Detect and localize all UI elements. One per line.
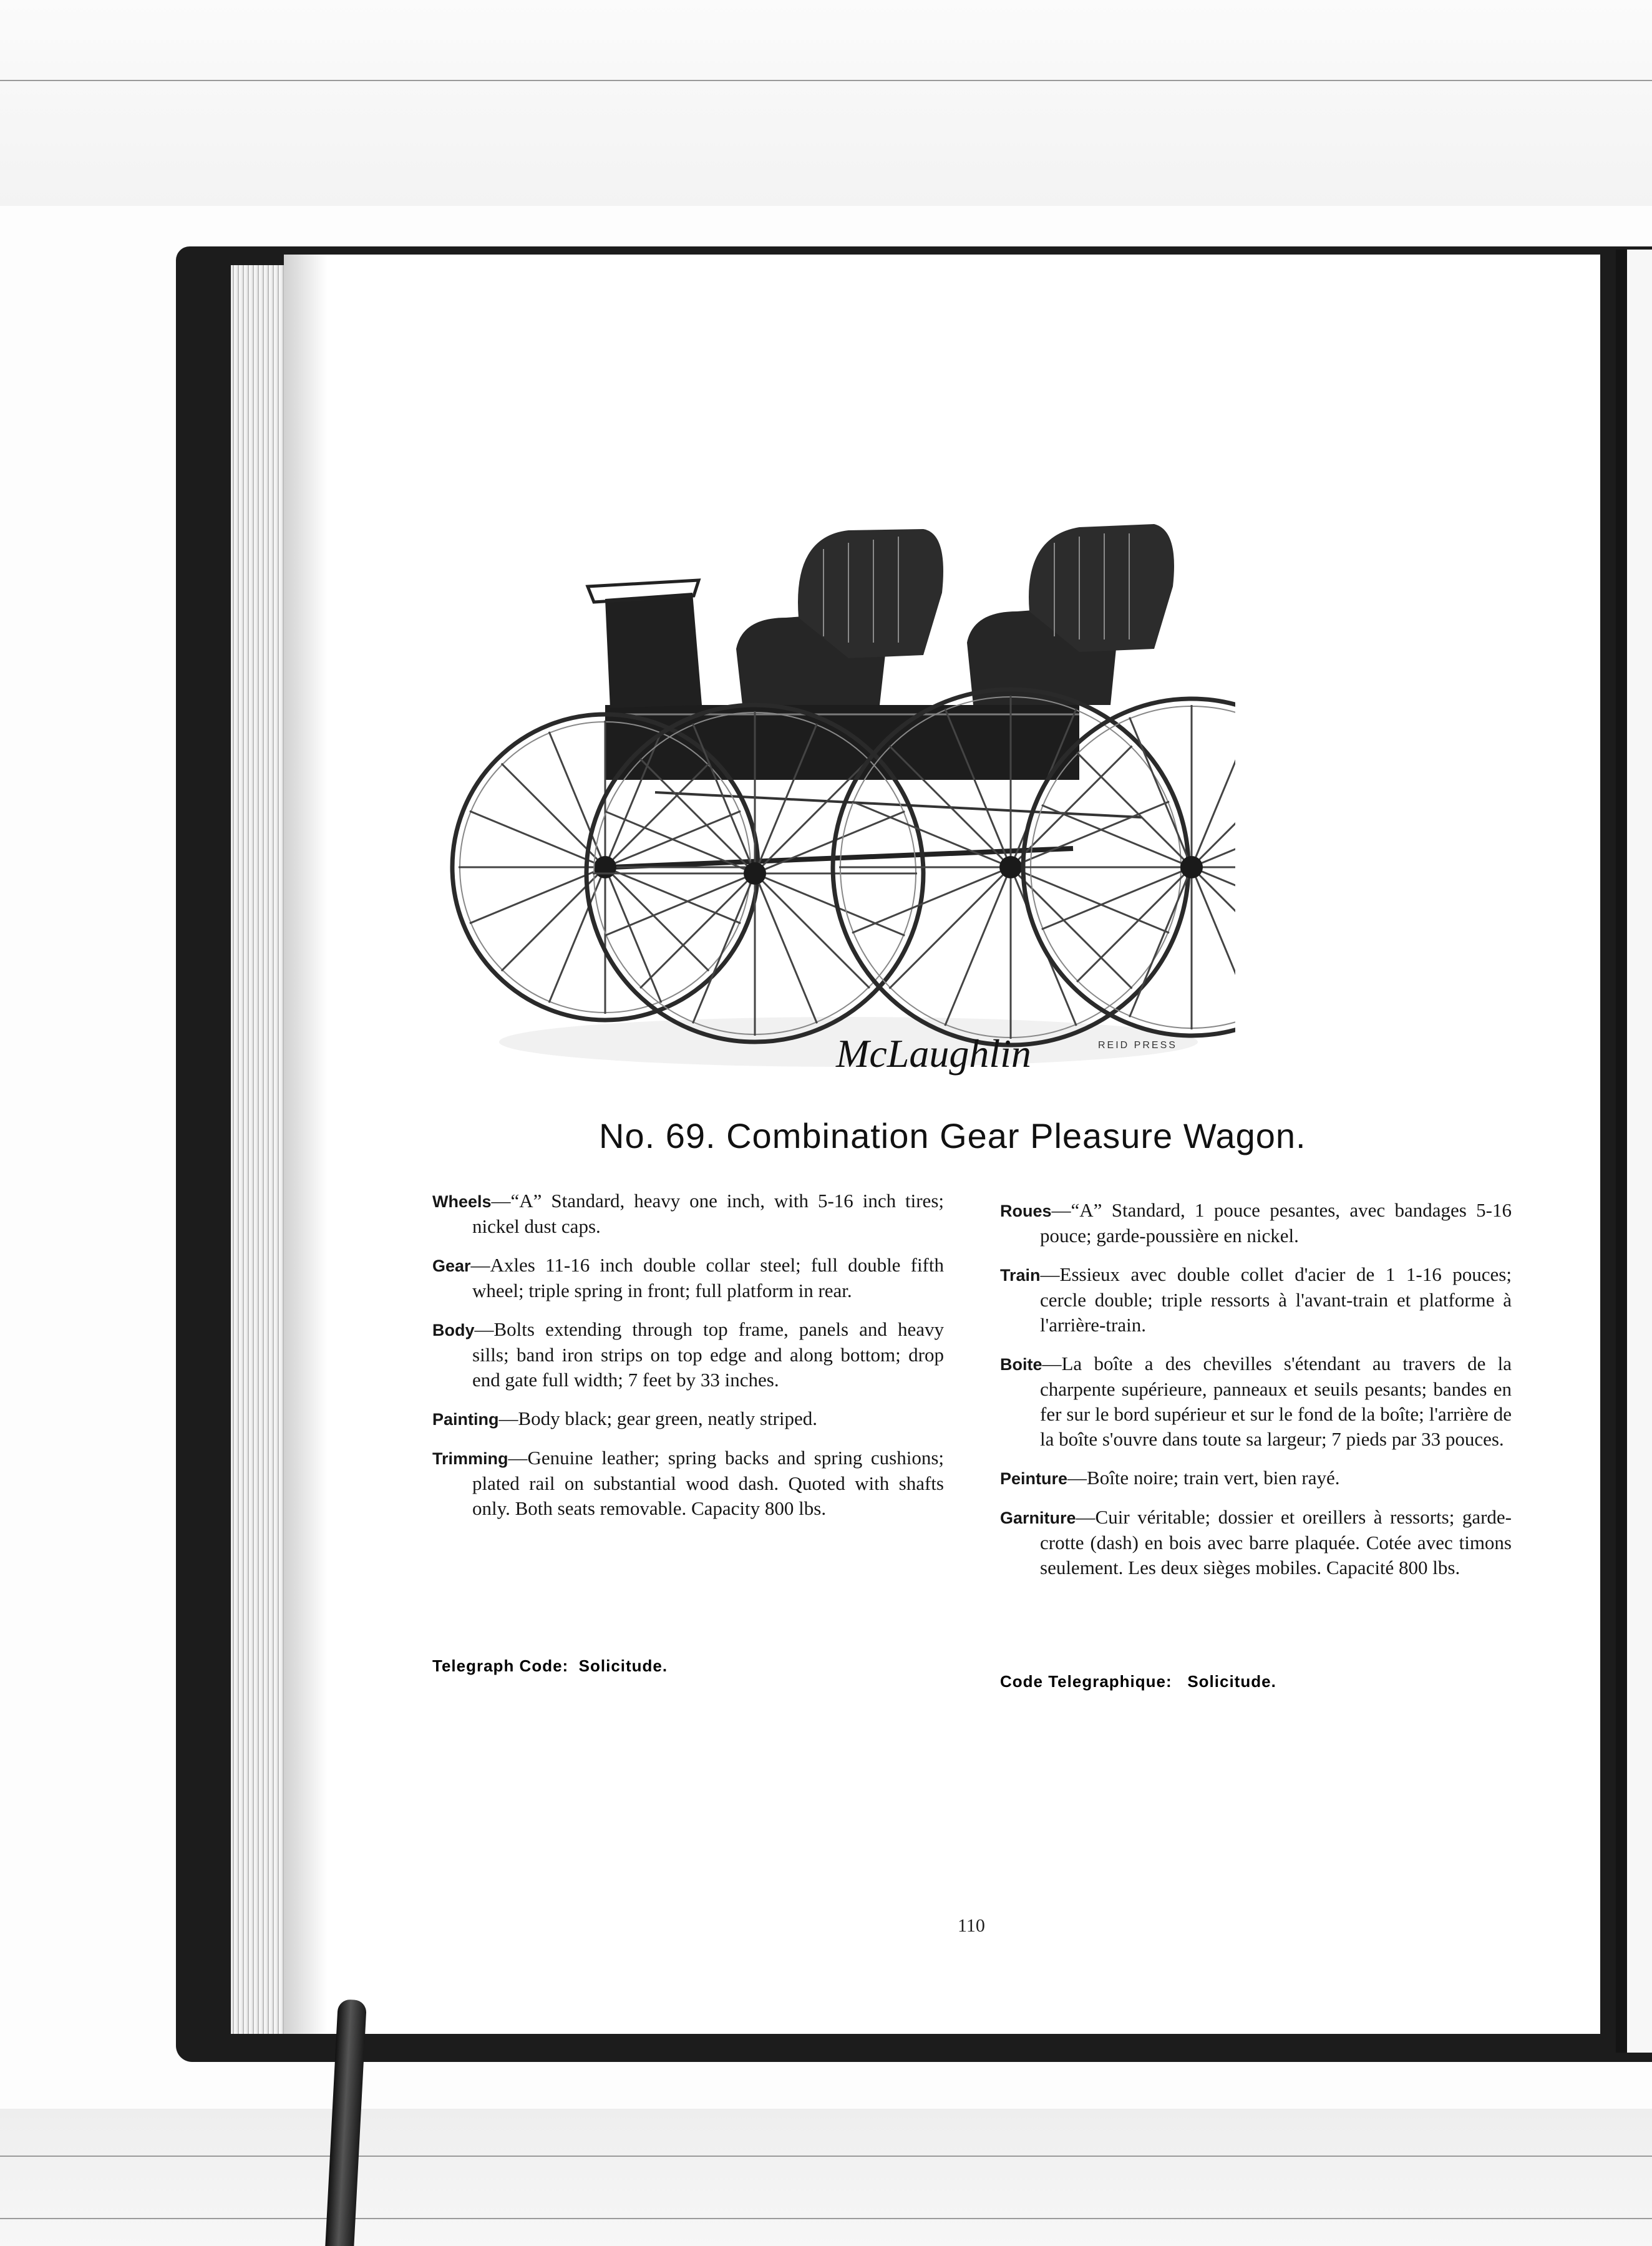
spec-term: Gear (432, 1257, 471, 1275)
scan-line (0, 80, 1652, 81)
spec-text: —Essieux avec double collet d'acier de 1 1-16 pouces; cercle double; triple ressorts à l'avant-train et platforme à l'arrière-train. (1040, 1263, 1512, 1336)
telegraph-label: Telegraph Code: (432, 1656, 569, 1675)
spec-text: —Body black; gear green, neatly striped. (498, 1407, 817, 1429)
spec-entry (1000, 1351, 1512, 1452)
spec-entry (432, 1189, 944, 1239)
telegraph-code-fr (1000, 1672, 1276, 1691)
spec-text: —“A” Standard, 1 pouce pesantes, avec bandages 5-16 pouce; garde-poussière en nickel. (1040, 1199, 1512, 1247)
spec-entry (1000, 1466, 1512, 1491)
spec-term: Train (1000, 1266, 1041, 1285)
dash-panel (605, 593, 702, 708)
spec-entry (432, 1253, 944, 1303)
spec-term: Trimming (432, 1449, 508, 1468)
scan-line (0, 2156, 1652, 2157)
spec-text: —Genuine leather; spring backs and spring cushions; plated rail on substantial wood dash. Quoted with shafts only. Both seats removable. Capacity 800 lbs. (472, 1447, 944, 1519)
gutter-shadow (284, 255, 328, 2034)
spec-term: Roues (1000, 1202, 1052, 1220)
printer-mark: REID PRESS (1098, 1040, 1177, 1051)
maker-signature: McLaughlin (836, 1031, 1031, 1076)
spec-text: —La boîte a des chevilles s'étendant au travers de la charpente supérieure, panneaux et seuils pesants; bandes en fer sur le bord supérieur et sur le fond de la boîte; l'arrière de la boîte s'ouvre dans toute sa largeur; 7 pieds par 33 pouces. (1040, 1353, 1512, 1450)
spec-term: Peinture (1000, 1469, 1068, 1488)
scan-line (0, 2218, 1652, 2219)
telegraph-value: Solicitude. (1187, 1672, 1276, 1691)
spec-text: —“A” Standard, heavy one inch, with 5-16 inch tires; nickel dust caps. (472, 1190, 944, 1237)
background-bottom (0, 2109, 1652, 2246)
spec-entry (1000, 1262, 1512, 1338)
french-specifications (1000, 1198, 1512, 1594)
spec-text: —Cuir véritable; dossier et oreillers à ressorts; garde-crotte (dash) en bois avec barre plaquée. Cotée avec timons seulement. Les deux sièges mobiles. Capacité 800 lbs. (1040, 1506, 1512, 1578)
telegraph-label: Code Telegraphique: (1000, 1672, 1172, 1691)
english-specifications (432, 1189, 944, 1535)
spec-text: —Axles 11-16 inch double collar steel; full double fifth wheel; triple spring in front; full platform in rear. (470, 1254, 944, 1301)
spec-entry (1000, 1198, 1512, 1248)
wagon-body (605, 705, 1079, 780)
wagon-engraving (449, 499, 1235, 1086)
background-top (0, 0, 1652, 206)
spec-term: Wheels (432, 1192, 492, 1211)
telegraph-code-en (432, 1656, 668, 1676)
spec-term: Body (432, 1321, 475, 1339)
spec-text: —Boîte noire; train vert, bien rayé. (1067, 1467, 1340, 1489)
spec-text: —Bolts extending through top frame, panels and heavy sills; band iron strips on top edge and along bottom; drop end gate full width; 7 feet by 33 inches. (472, 1318, 944, 1391)
spec-term: Garniture (1000, 1509, 1076, 1527)
spec-entry (1000, 1505, 1512, 1580)
spec-entry (432, 1317, 944, 1393)
spec-entry (432, 1406, 944, 1432)
facing-page-edge (1616, 250, 1652, 2053)
spec-term: Boite (1000, 1355, 1042, 1374)
spec-term: Painting (432, 1410, 499, 1429)
page-number: 110 (958, 1915, 985, 1936)
page-edges (231, 265, 288, 2034)
product-title: No. 69. Combination Gear Pleasure Wagon. (599, 1116, 1306, 1155)
wagon-illustration (449, 499, 1235, 1086)
spec-entry (432, 1446, 944, 1521)
telegraph-value: Solicitude. (578, 1656, 668, 1675)
